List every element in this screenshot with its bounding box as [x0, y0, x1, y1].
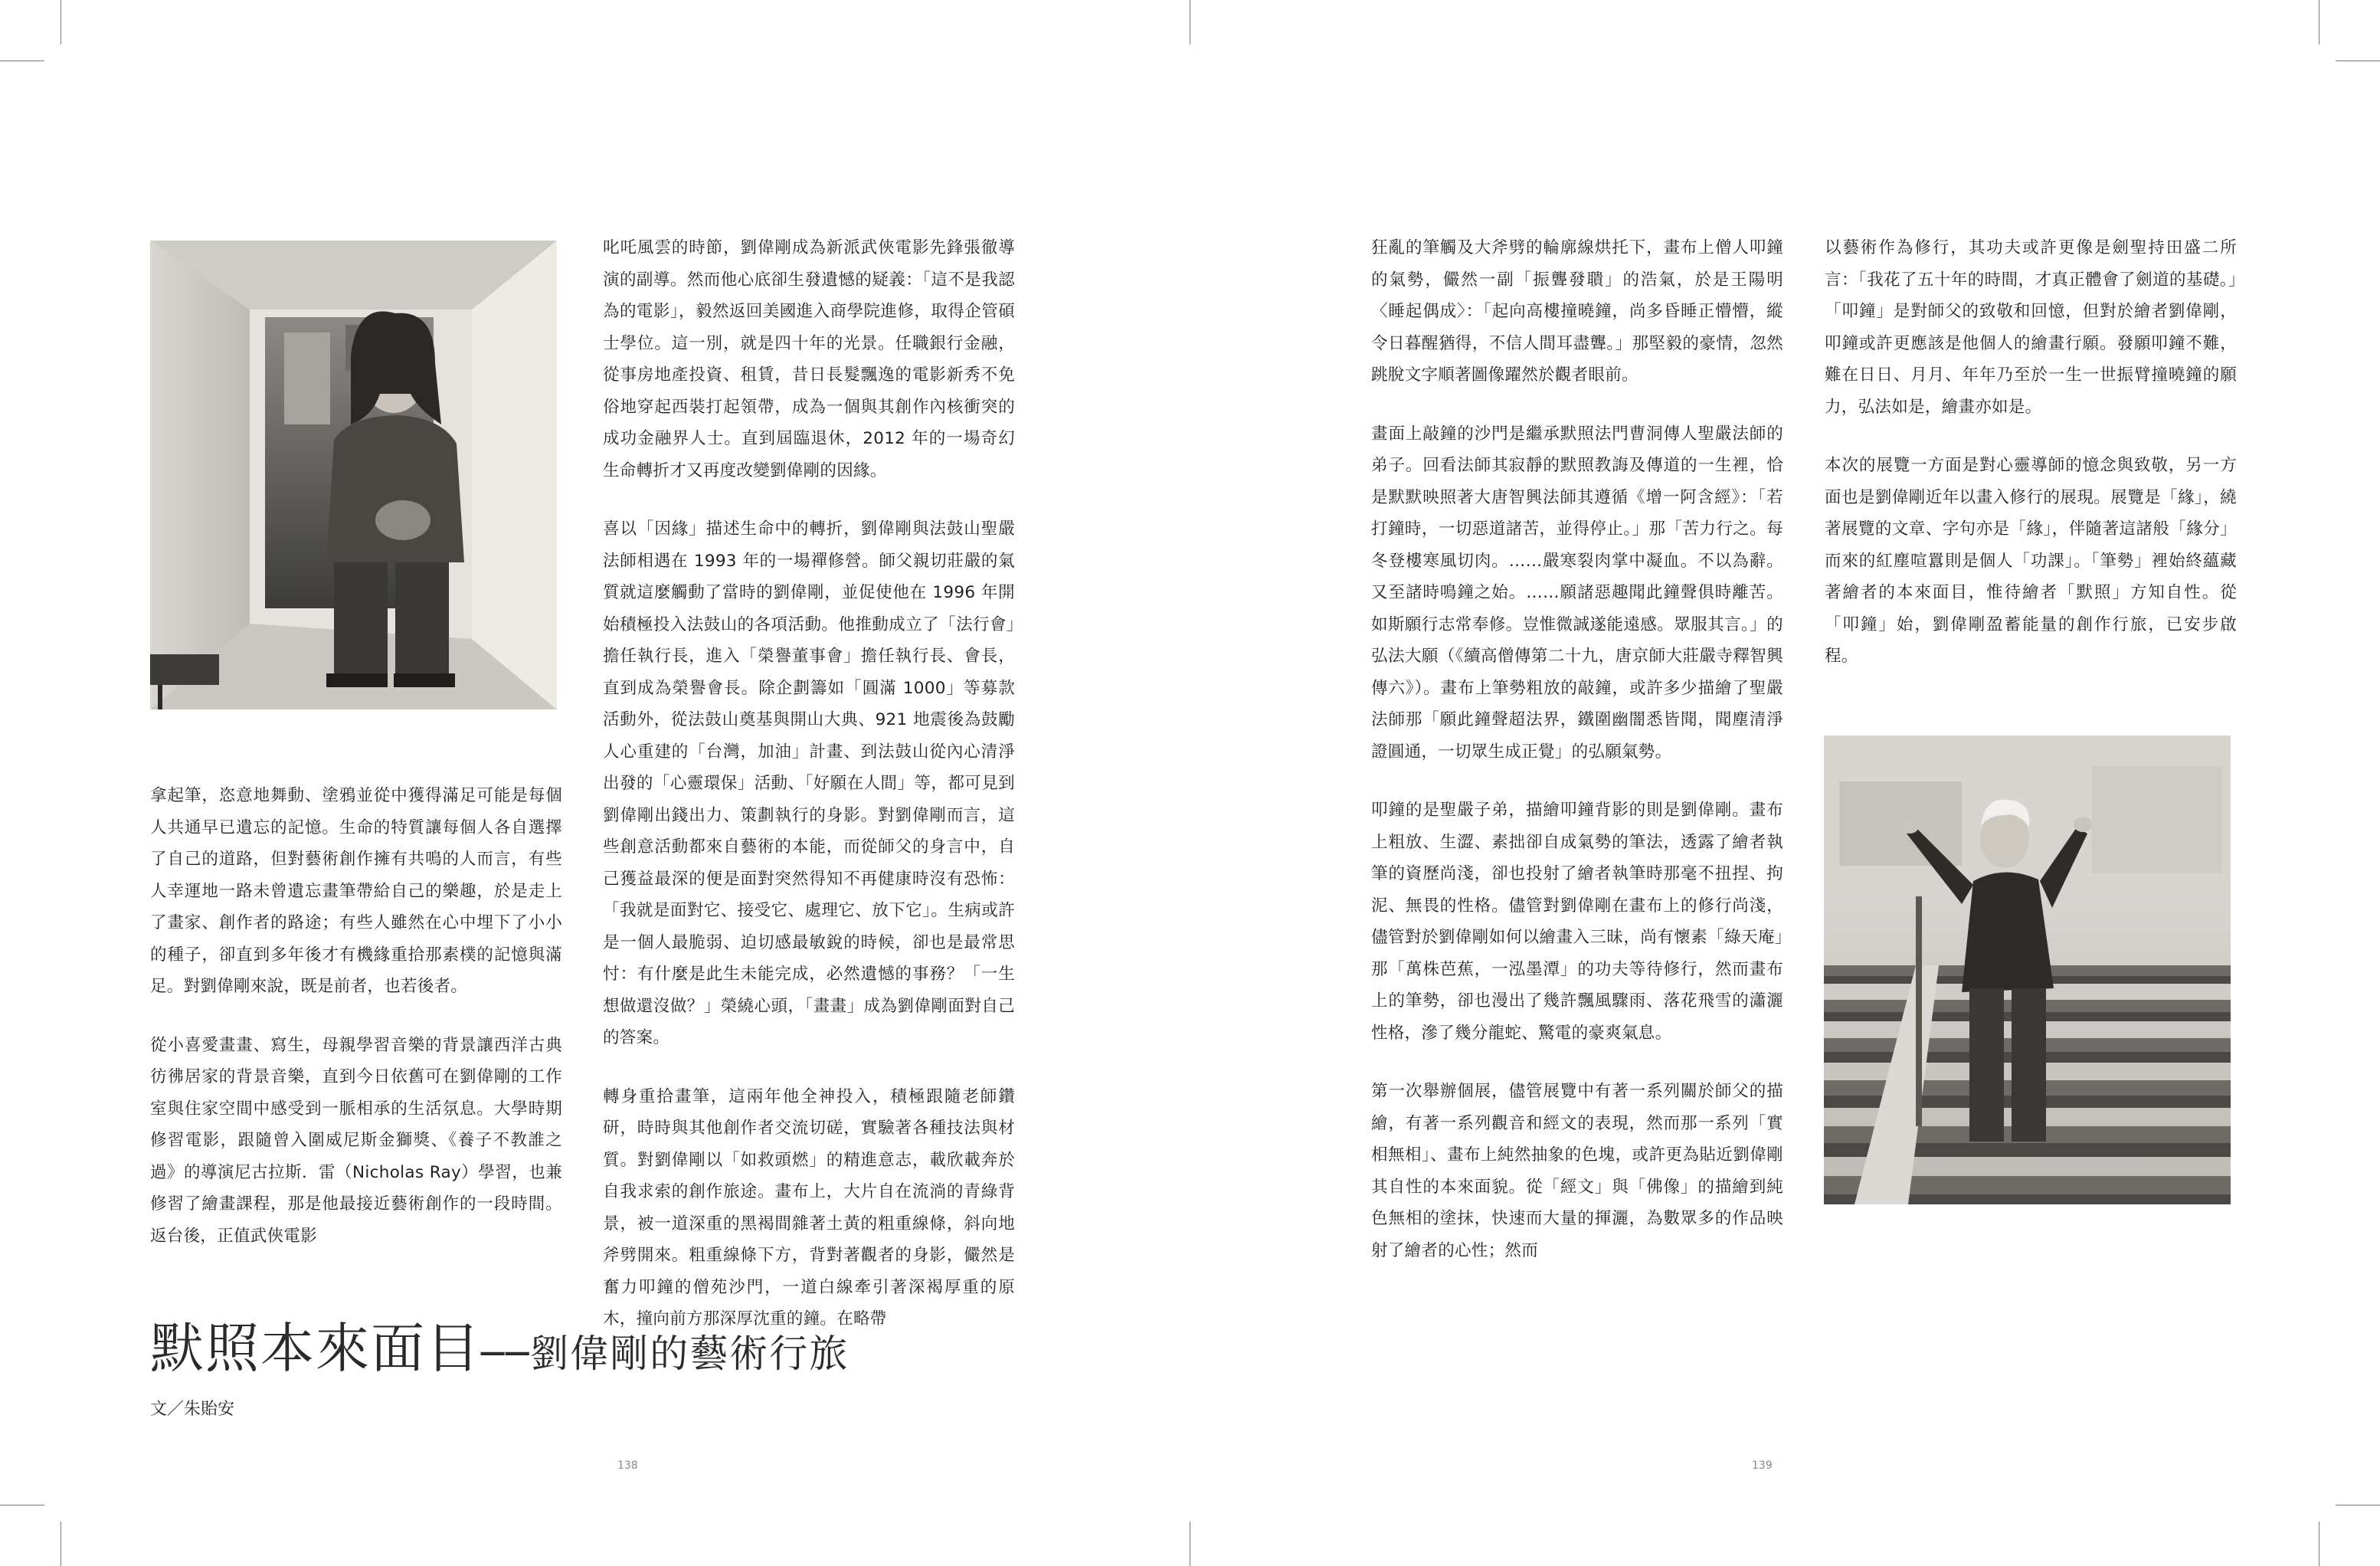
paragraph: 第一次舉辦個展，儘管展覽中有著一系列關於師父的描繪，有著一系列觀音和經文的表現，然而那一系列「實相無相」、畫布上純然抽象的色塊，或許更為貼近劉偉剛其自性的本來面貌。從「經文」與「佛像」的描繪到純色無相的塗抹，快速而大量的揮灑，為數眾多的作品映射了繪者的心性；然而: [1371, 1082, 1783, 1260]
paragraph: 本次的展覽一方面是對心靈導師的憶念與致敬，另一方面也是劉偉剛近年以畫入修行的展現。展覽是「緣」，繞著展覽的文章、字句亦是「緣」，伴隨著這諸般「緣分」而來的紅塵喧囂則是個人「功課」。「筆勢」裡始終蘊藏著繪者的本來面目，惟待繪者「默照」方知自性。從「叩鐘」始，劉偉剛盈蓄能量的創作行旅，已安步啟程。: [1825, 456, 2237, 666]
paragraph: 狂亂的筆觸及大斧劈的輪廓線烘托下，畫布上僧人叩鐘的氣勢，儼然一副「振聾發聵」的浩氣，於是王陽明〈睡起偶成〉：「起向高樓撞曉鐘，尚多昏睡正懵懵，縱令日暮醒猶得，不信人間耳盡聾。」那堅毅的豪情，忽然跳脫文字順著圖像躍然於觀者眼前。: [1371, 238, 1783, 385]
text-column-1: [150, 780, 562, 1279]
auditorium-photo: [1824, 735, 2231, 1204]
page-number-left: 138: [617, 1460, 638, 1472]
byline: 文／朱貽安: [150, 1400, 235, 1419]
paragraph: 從小喜愛畫畫、寫生，母親學習音樂的背景讓西洋古典彷彿居家的背景音樂，直到今日依舊可在劉偉剛的工作室與住家空間中感受到一脈相承的生活氛息。大學時期修習電影，跟隨曾入圍威尼斯金獅獎、《養子不教誰之過》的導演尼古拉斯．雷（Nicholas Ray）學習，也兼修習了繪畫課程，那是他最接近藝術創作的一段時間。返台後，正值武俠電影: [150, 1035, 562, 1246]
text-column-4: [1825, 232, 2237, 699]
paragraph: 畫面上敲鐘的沙門是繼承默照法門曹洞傳人聖嚴法師的弟子。回看法師其寂靜的默照教誨及傳道的一生裡，恰是默默映照著大唐智興法師其遵循《增一阿含經》：「若打鐘時，一切惡道諸苦，並得停止。」那「苦力行之。每冬登樓寒風切肉。……嚴寒裂肉掌中凝血。不以為辭。又至諸時鳴鐘之始。……願諸惡趣聞此鐘聲俱時離苦。如斯願行志常奉修。豈惟微誠遂能遠感。眾服其言。」的弘法大願（《續高僧傳第二十九，唐京師大莊嚴寺釋智興傳六》）。畫布上筆勢粗放的敲鐘，或許多少描繪了聖嚴法師那「願此鐘聲超法界，鐵圍幽闇悉皆聞，聞塵清淨證圓通，一切眾生成正覺」的弘願氣勢。: [1371, 424, 1783, 762]
paragraph: 叱吒風雲的時節，劉偉剛成為新派武俠電影先鋒張徹導演的副導。然而他心底卻生發遺憾的疑義：「這不是我認為的電影」，毅然返回美國進入商學院進修，取得企管碩士學位。這一別，就是四十年的光景。任職銀行金融，從事房地產投資、租賃，昔日長髮飄逸的電影新秀不免俗地穿起西裝打起領帶，成為一個與其創作內核衝突的成功金融界人士。直到屆臨退休，2012 年的一場奇幻生命轉折才又再度改變劉偉剛的因緣。: [603, 238, 1015, 480]
title-dash: ──: [481, 1332, 531, 1376]
paragraph: 以藝術作為修行，其功夫或許更像是劍聖持田盛二所言：「我花了五十年的時間，才真正體會了劍道的基礎。」「叩鐘」是對師父的致敬和回憶，但對於繪者劉偉剛，叩鐘或許更應該是他個人的繪畫行願。發願叩鐘不難，難在日日、月月、年年乃至於一生一世振臂撞曉鐘的願力，弘法如是，繪畫亦如是。: [1825, 238, 2237, 417]
text-column-3: [1371, 232, 1783, 1293]
auditorium-photo-illustration: [1824, 735, 2231, 1204]
page-number-right: 139: [1752, 1460, 1773, 1472]
portrait-photo-illustration: [150, 241, 557, 709]
paragraph: 喜以「因緣」描述生命中的轉折，劉偉剛與法鼓山聖嚴法師相遇在 1993 年的一場禪修營。師父親切莊嚴的氣質就這麼觸動了當時的劉偉剛，並促使他在 1996 年開始積極投入法鼓山的各項活動。他推動成立了「法行會」擔任執行長，進入「榮譽董事會」擔任執行長、會長，直到成為榮譽會長。除企劃籌如「圓滿 1000」等募款活動外，從法鼓山奠基與開山大典、921 地震後為鼓勵人心重建的「台灣，加油」計畫、到法鼓山從內心清淨出發的「心靈環保」活動、「好願在人間」等，都可見到劉偉剛出錢出力、策劃執行的身影。對劉偉剛而言，這些創意活動都來自藝術的本能，而從師父的身言中，自己獲益最深的便是面對突然得知不再健康時沒有恐怖：「我就是面對它、接受它、處理它、放下它」。生病或許是一個人最脆弱、迫切感最敏銳的時候，卻也是最常思忖：有什麼是此生未能完成，必然遺憾的事務？「一生想做還沒做？」榮繞心頭，「畫畫」成為劉偉剛面對自己的答案。: [603, 519, 1015, 1047]
title-main: 默照本來面目: [150, 1317, 481, 1380]
portrait-photo: [150, 241, 557, 709]
paragraph: 拿起筆，恣意地舞動、塗鴉並從中獲得滿足可能是每個人共通早已遺忘的記憶。生命的特質讓每個人各自選擇了自己的道路，但對藝術創作擁有共鳴的人而言，有些人幸運地一路未曾遺忘畫筆帶給自己的樂趣，於是走上了畫家、創作者的路途；有些人雖然在心中埋下了小小的種子，卻直到多年後才有機緣重拾那素樸的記憶與滿足。對劉偉剛來說，既是前者，也若後者。: [150, 786, 562, 996]
text-column-2: [603, 232, 1015, 1362]
paragraph: 轉身重拾畫筆，這兩年他全神投入，積極跟隨老師鑽研，時時與其他創作者交流切磋，實驗著各種技法與材質。對劉偉剛以「如救頭燃」的精進意志，載欣載奔於自我求索的創作旅途。畫布上，大片自在流淌的青綠背景，被一道深重的黑褐間雜著土黃的粗重線條，斜向地斧劈開來。粗重線條下方，背對著觀者的身影，儼然是奮力叩鐘的僧苑沙門，一道白線牽引著深褐厚重的原木，撞向前方那深厚沈重的鐘。在略帶: [603, 1086, 1015, 1328]
paragraph: 叩鐘的是聖嚴子弟，描繪叩鐘背影的則是劉偉剛。畫布上粗放、生澀、素拙卻自成氣勢的筆法，透露了繪者執筆的資歷尚淺，卻也投射了繪者執筆時那毫不扭捏、拘泥、無畏的性格。儘管對劉偉剛在畫布上的修行尚淺，儘管對於劉偉剛如何以繪畫入三昧，尚有懷素「綠天庵」那「萬株芭蕉，一泓墨潭」的功夫等待修行，然而畫布上的筆勢，卻也漫出了幾許飄風驟雨、落花飛雪的瀟灑性格，滲了幾分龍蛇、驚電的豪爽氣息。: [1371, 801, 1783, 1043]
title-sub: 劉偉剛的藝術行旅: [530, 1332, 850, 1376]
article-title: [150, 1314, 849, 1388]
